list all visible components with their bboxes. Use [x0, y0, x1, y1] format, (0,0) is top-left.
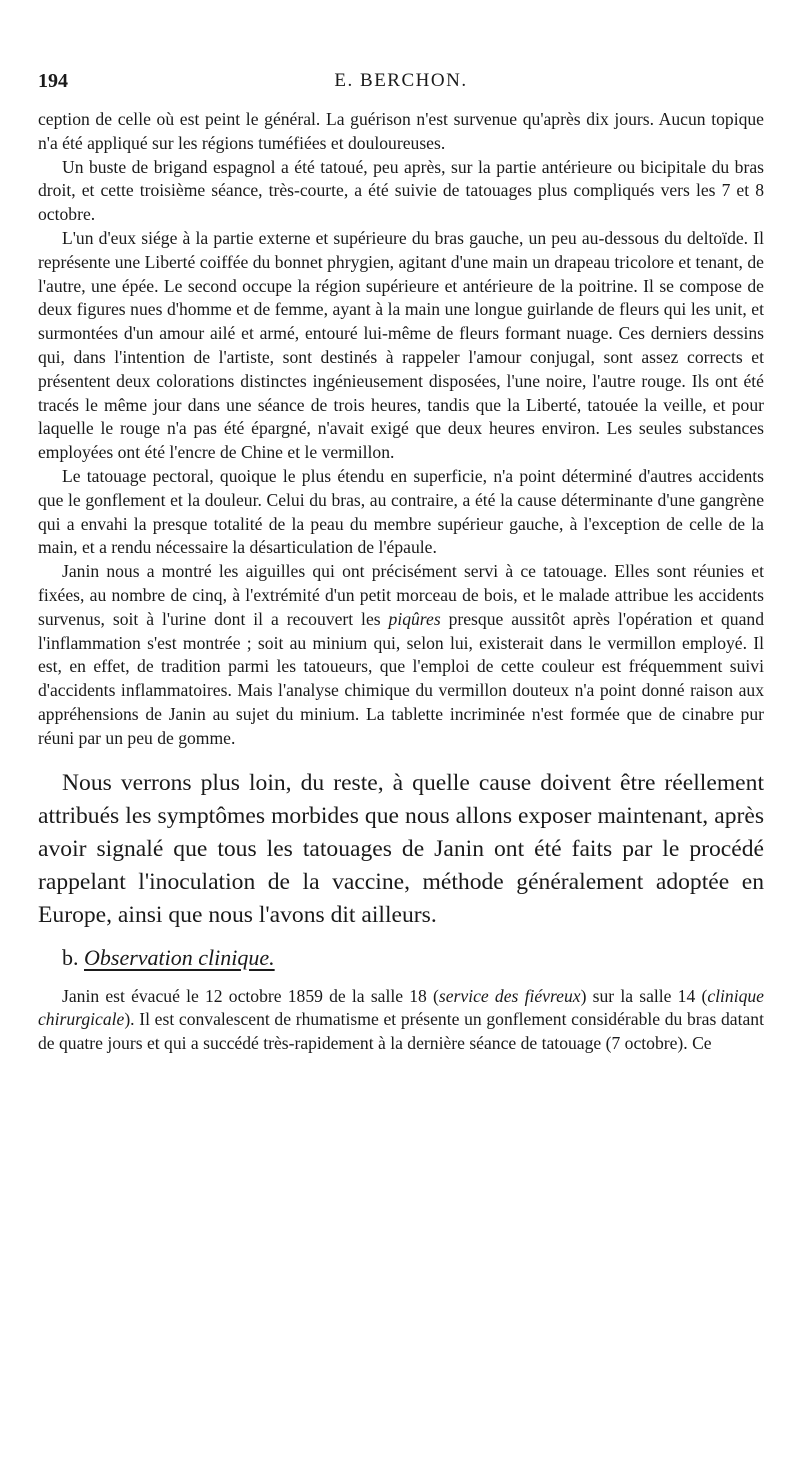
page-header [38, 70, 764, 100]
paragraph-observation [38, 985, 764, 1056]
small-print-block [38, 108, 764, 751]
section-title: Observation clinique. [84, 944, 275, 970]
body-text [38, 108, 764, 1056]
italic-clinique-chirurgicale: clinique chirurgicale [38, 985, 764, 1030]
paragraph-nous-verrons: Nous verrons plus loin, du reste, à quelle cause doivent être réellement attribués les symptômes morbides que nous allons exposer maintenant, après avoir signalé que tous les tatouages de Janin ont été faits par le procédé rappelant l'inoculation de la vaccine, méthode généralement adoptée en Europe, ainsi que nous l'avons dit ailleurs. [38, 769, 764, 929]
paragraph-continuation: ception de celle où est peint le général. La guérison n'est survenue qu'après dix jours. Aucun topique n'a été appliqué sur les régions tuméfiées et douloureuses. [38, 109, 764, 153]
section-heading [62, 941, 764, 975]
italic-piqures: piqûres [388, 608, 441, 629]
observation-text-2: ) sur la salle 14 ( [580, 985, 708, 1006]
page-number: 194 [38, 70, 68, 92]
running-head: E. BERCHON. [334, 70, 468, 91]
italic-service-fievreux: service des fiévreux [438, 985, 581, 1006]
paragraph-aiguilles-text-1: Janin nous a montré les aiguilles qui ont précisément servi à ce tatouage. Elles sont réunies et fixées, au nombre de cinq, à l'extrémité d'un petit morceau de bois, et le malade attribue les accidents survenus, soit à l'urine dont il a recouvert les [38, 561, 764, 629]
section-letter: b. [62, 944, 79, 970]
paragraph-liberte: L'un d'eux siége à la partie externe et supérieure du bras gauche, un peu au-dessous du deltoïde. Il représente une Liberté coiffée du bonnet phrygien, agitant d'une main un drapeau tricolore et tenant, de l'autre, une épée. Le second occupe la région supérieure et antérieure de la poitrine. Il se compose de deux figures nues d'homme et de femme, ayant à la main une longue guirlande de fleurs qui les unit, et surmontées d'un amour ailé et armé, entouré lui-même de fleurs formant nuage. Ces derniers dessins qui, dans l'intention de l'artiste, sont destinés à rappeler l'amour conjugal, sont assez corrects et présentent deux colorations distinctes ingénieusement disposées, l'une noire, l'autre rouge. Ils ont été tracés le même jour dans une séance de trois heures, tandis que la Liberté, tatouée la veille, et pour laquelle le rouge n'a pas été épargné, n'avait exigé que deux heures environ. Les seules substances employées ont été l'encre de Chine et le vermillon. [38, 227, 764, 463]
observation-text-1: Janin est évacué le 12 octobre 1859 de la salle 18 ( [62, 985, 439, 1006]
paragraph-tatouage-pectoral: Le tatouage pectoral, quoique le plus étendu en superficie, n'a point déterminé d'autres accidents que le gonflement et la douleur. Celui du bras, au contraire, a été la cause déterminante d'une gangrène qui a envahi la presque totalité de la peau du membre supérieur gauche, à l'exception de celle de la main, et a rendu nécessaire la désarticulation de l'épaule. [38, 465, 764, 558]
observation-text-3: ). Il est convalescent de rhumatisme et présente un gonflement considérable du bras datant de quatre jours et qui a succédé très-rapidement à la dernière séance de tatouage (7 octobre). Ce [38, 1009, 764, 1054]
paragraph-buste: Un buste de brigand espagnol a été tatoué, peu après, sur la partie antérieure ou bicipitale du bras droit, et cette troisième séance, très-courte, a été suivie de tatouages plus compliqués vers les 7 et 8 octobre. [38, 156, 764, 225]
paragraph-aiguilles [38, 560, 764, 750]
large-print-block [38, 767, 764, 933]
paragraph-aiguilles-text-2: presque aussitôt après l'opération et quand l'inflammation s'est montrée ; soit au minium qui, selon lui, existerait dans le vermillon employé. Il est, en effet, de tradition parmi les tatoueurs, que l'emploi de cette couleur est fréquemment suivi d'accidents inflammatoires. Mais l'analyse chimique du vermillon douteux n'a point donné raison aux appréhensions de Janin au sujet du minium. La tablette incriminée n'est formée que de cinabre pur réuni par un peu de gomme. [38, 608, 764, 748]
observation-block [38, 985, 764, 1056]
